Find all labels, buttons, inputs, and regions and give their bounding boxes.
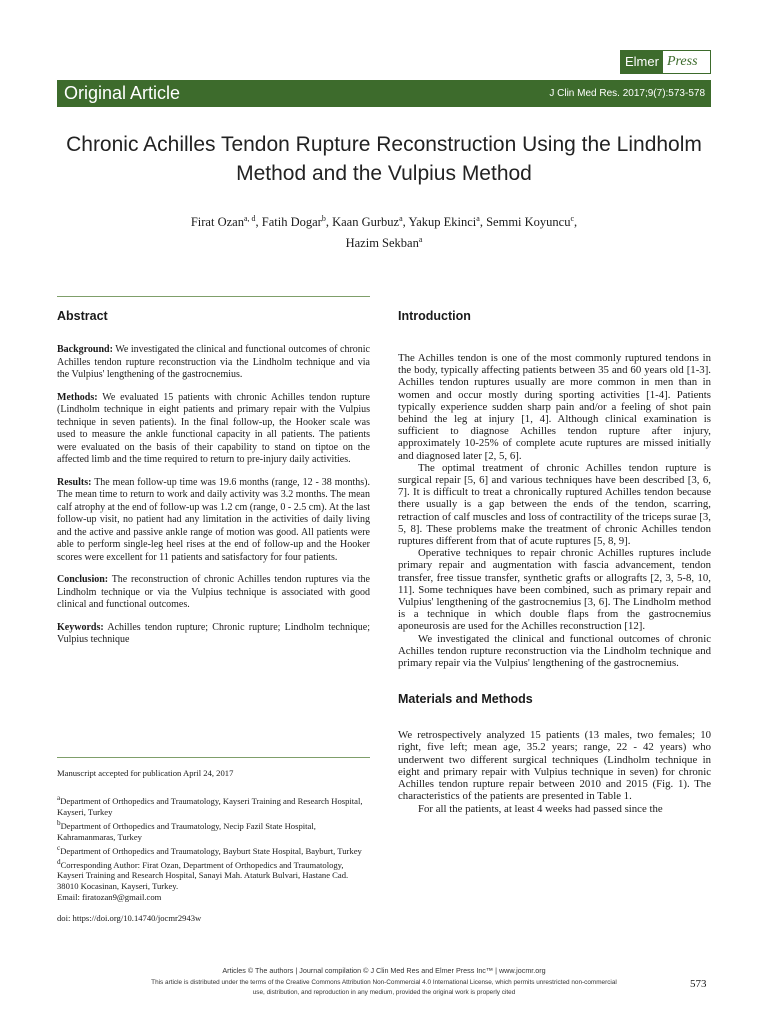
author-name: Kaan Gurbuz — [332, 215, 400, 230]
affiliation — [57, 793, 370, 818]
methods-label: Methods: — [57, 391, 98, 403]
author-name: Firat Ozan — [190, 215, 244, 230]
footer-copyright: Articles © The authors | Journal compilation © J Clin Med Res and Elmer Press Inc™ | www.jocmr.org — [222, 966, 546, 975]
results-text: The mean follow-up time was 19.6 months (range, 12 - 38 months). The mean time to return to work and daily activity was 3.2 months. The mean calf atrophy at the end of follow-up was 1.2 cm (range, 0 - 2.5 cm). At the last follow-up visit, no patient had any limitation in the activities of daily living and the active and passive ankle range of motion was good. All patients were able to perform single-leg heel rises at the end of follow-up and the Hooker scores were excellent for 11 patients and satisfactory for four patients. — [57, 476, 370, 563]
background-label: Background: — [57, 344, 113, 355]
page-number: 573 — [690, 978, 707, 990]
author-name: Fatih Dogar — [261, 215, 322, 230]
email-address[interactable]: Email: firatozan9@gmail.com — [57, 892, 162, 903]
author-affil-sup: b — [321, 214, 326, 223]
corresponding-author — [57, 857, 370, 893]
introduction-heading: Introduction — [398, 309, 471, 323]
introduction-paragraph: Operative techniques to repair chronic Achilles ruptures include primary repair and augmentation with fascia advancement, tendon transfer, free tissue transfer, synthetic grafts or allografts [2, 3, 5-8, 10, 11]. Some techniques have been combined, such as primary repair and Vulpius' lengthening of the gastrocnemius [3, 6]. The Lindholm method is a technique in which double flaps from the gastrocnemius aponeurosis are used for the Achilles reconstruction [12]. — [398, 547, 711, 633]
abstract-results — [57, 477, 370, 565]
corresponding-author-text: Corresponding Author: Firat Ozan, Department of Orthopedics and Traumatology, Kayseri Training and Research Hospital, Sanayi Mah. Ataturk Bulvari, Hastane Cad. 38010 Kocasinan, Kayseri, Turkey. — [57, 859, 349, 892]
introduction-paragraph: We investigated the clinical and functional outcomes of chronic Achilles tendon rupture reconstruction via the Lindholm technique and primary repair via the Vulpius' lengthening of the gastrocnemius. — [398, 632, 711, 670]
methods-paragraph: We retrospectively analyzed 15 patients (13 males, two females; 10 right, five left; mean age, 35.2 years; range, 22 - 42 years) who underwent two different surgical techniques (Lindholm technique in eight and primary repair with Vulpius technique in seven) for chronic Achilles tendon rupture repair between 2010 and 2015 (Fig. 1). The characteristics of the patients are presented in Table 1. — [398, 729, 711, 803]
abstract-methods — [57, 392, 370, 467]
author-name: Hazim Sekban — [345, 236, 419, 251]
author-list: Firat Ozan$^{a, d}$, Fatih Dogar$^b$, Kaan Gurbuz$^a$, Yakup Ekinci$^a$, Semmi Koyuncu$^c$, Hazim Sekban$^a$ — [190, 214, 578, 251]
affiliation-text: Department of Orthopedics and Traumatology, Necip Fazil State Hospital, Kahramanmaras, Turkey — [57, 820, 316, 842]
methods-heading: Materials and Methods — [398, 692, 533, 707]
introduction-section — [398, 296, 711, 815]
methods-text: We evaluated 15 patients with chronic Achilles tendon rupture (Lindholm technique in eight patients and primary repair with the Vulpius technique in seven patients). In the final follow-up, the Hooker scale was used to measure the ankle functional capacity in all patients. The patients were evaluated on the basis of their capability to stand on tiptoe on the affected limb and the time required to return to pre-injury daily activities. — [57, 391, 370, 465]
logo-part-2: Press — [666, 54, 698, 69]
article-metadata — [57, 768, 370, 924]
background-text: We investigated the clinical and functional outcomes of chronic Achilles tendon rupture reconstruction via the Lindholm technique and via the Vulpius' lengthening of the gastrocnemius. — [57, 344, 370, 380]
abstract-bottom-rule — [57, 757, 370, 758]
introduction-paragraph: The optimal treatment of chronic Achilles tendon rupture is surgical repair [5, 6] and various techniques have been described [3, 6, 7]. It is difficult to treat a chronically ruptured Achilles tendon because there usually is a gap between the ends of the tendon, scarring, retraction of calf muscles and loss of contractility of the triceps surae [3, 5, 8]. These problems make the treatment of chronic Achilles tendon ruptures different from that of acute ruptures [5, 8, 9]. — [398, 461, 711, 548]
journal-citation: J Clin Med Res. 2017;9(7):573-578 — [549, 88, 705, 99]
article-type: Original Article — [64, 83, 181, 103]
affiliation-sup: a — [57, 794, 61, 802]
abstract-heading: Abstract — [57, 309, 108, 323]
affiliation — [57, 843, 370, 857]
author-affil-sup: c — [570, 214, 575, 223]
methods-paragraph: For all the patients, at least 4 weeks had passed since the — [418, 802, 663, 815]
author-affil-sup: a — [399, 214, 403, 223]
doi-link[interactable]: doi: https://doi.org/10.14740/jocmr2943w — [57, 913, 202, 924]
abstract-keywords — [57, 622, 370, 647]
abstract-background — [57, 344, 370, 382]
publisher-logo — [620, 50, 711, 74]
affiliation-sup: d — [57, 857, 61, 866]
author-affil-sup: a — [476, 214, 480, 223]
affiliation-text: Department of Orthopedics and Traumatology, Kayseri Training and Research Hospital, Kayseri, Turkey — [57, 795, 363, 817]
abstract-conclusion — [57, 574, 370, 612]
results-label: Results: — [57, 476, 92, 488]
article-title: Chronic Achilles Tendon Rupture Reconstruction Using the Lindholm Method and the Vulpius Method — [66, 133, 702, 185]
affiliation — [57, 818, 370, 843]
keywords-text: Achilles tendon rupture; Chronic rupture; Lindholm technique; Vulpius technique — [57, 621, 370, 645]
affiliation-text: Department of Orthopedics and Traumatology, Bayburt State Hospital, Bayburt, Turkey — [60, 845, 362, 856]
keywords-label: Keywords: — [57, 621, 104, 633]
abstract-section — [57, 296, 370, 657]
article-banner — [57, 80, 711, 107]
accepted-date: Manuscript accepted for publication April 24, 2017 — [57, 768, 234, 778]
conclusion-label: Conclusion: — [57, 574, 109, 585]
author-affil-sup: a — [418, 235, 423, 245]
affiliation-sup: b — [57, 818, 61, 827]
logo-part-1: Elmer — [621, 51, 663, 73]
footer-license: This article is distributed under the terms of the Creative Commons Attribution Non-Commercial 4.0 International License, which permits unrestricted non-commercial use, distribution, and reproduction in any medium, provided the original work is properly cited — [151, 979, 617, 996]
author-name: Semmi Koyuncu — [486, 215, 571, 230]
conclusion-text: The reconstruction of chronic Achilles tendon ruptures via the Lindholm technique or via the Vulpius technique is associated with good clinical and functional outcomes. — [57, 574, 370, 610]
affiliation-sup: c — [57, 843, 61, 852]
author-name: Yakup Ekinci — [408, 215, 477, 230]
introduction-paragraph: The Achilles tendon is one of the most commonly ruptured tendons in the body, typically affecting patients between 35 and 60 years old [1-3]. Achilles tendon ruptures usually are more common in men than in women and occur mostly during sporting activities [1-4]. Patients typically experience sudden sharp pain and/or a feeling of shot pain behind the leg at injury [1, 4]. Although clinical examination is sufficient to diagnose Achilles tendon rupture after injury, approximately 10-25% of complete acute ruptures are missed initially and diagnosed later [2, 5, 6]. — [398, 352, 711, 462]
author-affil-sup: a, d — [243, 214, 256, 223]
